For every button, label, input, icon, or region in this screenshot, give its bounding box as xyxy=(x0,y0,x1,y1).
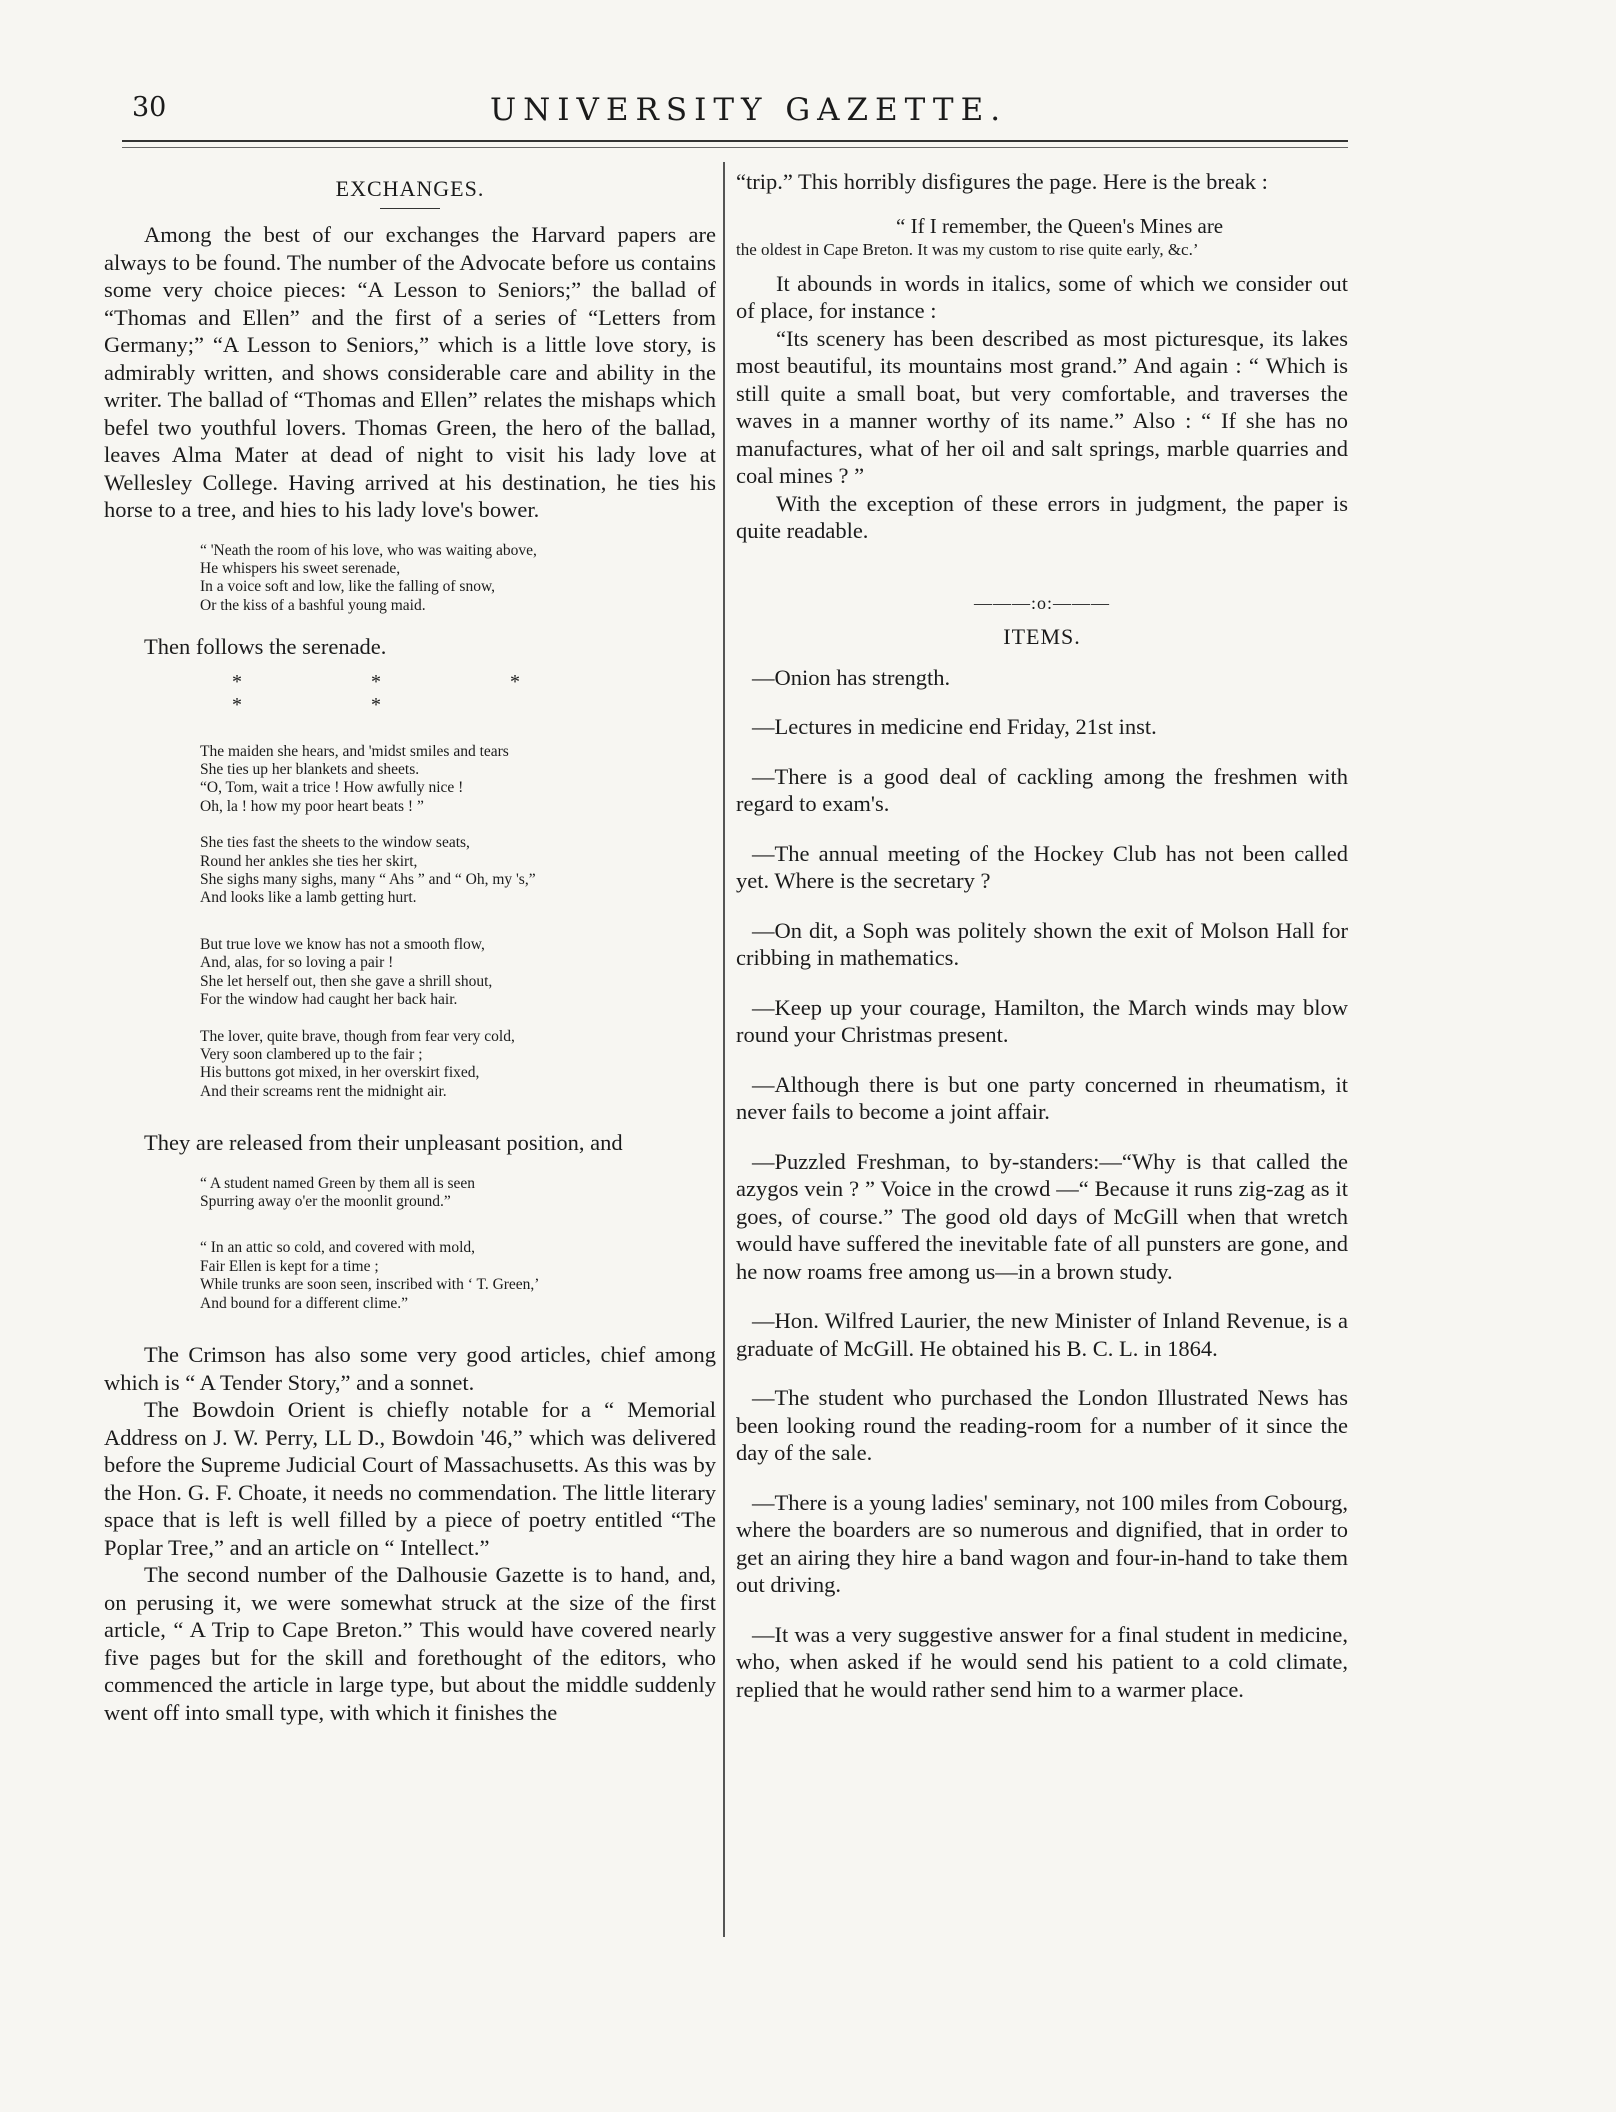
header-rule xyxy=(122,140,1348,142)
news-item: —Lectures in medicine end Friday, 21st inst. xyxy=(752,714,1157,739)
asterism: * * * * * xyxy=(232,670,582,716)
news-item: —Onion has strength. xyxy=(752,664,951,690)
news-item: —Puzzled Freshman, to by-standers:—“Why is that called the azygos vein ? ” Voice in the crowd —“ Because it runs zig-zag as it goes, of course.” The good old days of McGill when that wretch would have suffered the inevitable fate of all punsters are gone, and he now roams free among us—in a brown study. xyxy=(736,1148,1348,1284)
items-heading: ITEMS. xyxy=(1003,623,1081,649)
poem-stanza: She ties fast the sheets to the window seats, Round her ankles she ties her skirt, She sighs many sighs, many “ Ahs ” and “ Oh, my 's,” And looks like a lamb getting hurt. xyxy=(200,834,536,907)
masthead: UNIVERSITY GAZETTE. xyxy=(490,92,1008,128)
exchanges-paragraph: The Crimson has also some very good articles, chief among which is “ A Tender Story,” and a sonnet. xyxy=(104,1342,716,1395)
news-item: —The annual meeting of the Hockey Club has not been called yet. Where is the secretary ? xyxy=(736,840,1348,893)
news-item: —Keep up your courage, Hamilton, the March winds may blow round your Christmas present. xyxy=(736,994,1348,1047)
poem-verse: “ 'Neath the room of his love, who was waiting above, He whispers his sweet serenade, In a voice soft and low, like the falling of snow, Or the kiss of a bashful young maid. xyxy=(200,541,537,614)
poem-stanza: The maiden she hears, and 'midst smiles and tears She ties up her blankets and sheets. “O, Tom, wait a trice ! How awfully nice ! Oh, la ! how my poor heart beats ! ” xyxy=(200,742,509,815)
news-item: —There is a good deal of cackling among the freshmen with regard to exam's. xyxy=(736,763,1348,816)
poem-verse: “ In an attic so cold, and covered with mold, Fair Ellen is kept for a time ; While trunks are soon seen, inscribed with ‘ T. Green,’ And bound for a different clime.” xyxy=(200,1239,540,1312)
news-item: —Although there is but one party concerned in rheumatism, it never fails to become a joint affair. xyxy=(736,1071,1348,1124)
exchanges-paragraph: “Its scenery has been described as most picturesque, its lakes most beautiful, its mountains most grand.” And again : “ Which is still quite a small boat, but very comfortable, and traverses the waves in a manner worthy of its name.” Also : “ If she has no manufactures, what of her oil and salt springs, marble quarries and coal mines ? ” xyxy=(736,325,1348,488)
exchanges-paragraph: Then follows the serenade. xyxy=(144,634,387,660)
quoted-text-small: the oldest in Cape Breton. It was my custom to rise quite early, &c.’ xyxy=(736,239,1199,259)
left-column xyxy=(104,168,716,1726)
quoted-text-large: “ If I remember, the Queen's Mines are xyxy=(896,213,1224,238)
right-column xyxy=(736,168,1348,1725)
exchanges-paragraph: Among the best of our exchanges the Harvard papers are always to be found. The number of the Advocate before us contains some very choice pieces: “A Lesson to Seniors;” the ballad of “Thomas and Ellen” and the first of a series of “Letters from Germany;” “A Lesson to Seniors,” which is a little love story, is admirably written, and shows considerable care and ability in the writer. The ballad of “Thomas and Ellen” relates the mishaps which befel two youthful lovers. Thomas Green, the hero of the ballad, leaves Alma Mater at dead of night to visit his lady love at Wellesley College. Having arrived at his destination, he ties his horse to a tree, and hies to his lady love's bower. xyxy=(104,222,716,522)
heading-rule xyxy=(380,208,440,209)
news-item: —It was a very suggestive answer for a final student in medicine, who, when asked if he would send his patient to a cold climate, replied that he would rather send him to a warmer place. xyxy=(736,1621,1348,1702)
poem-stanza: But true love we know has not a smooth flow, And, alas, for so loving a pair ! She let herself out, then she gave a shrill shout, For the window had caught her back hair. xyxy=(200,935,493,1009)
exchanges-continuation: “trip.” This horribly disfigures the page. Here is the break : xyxy=(736,169,1268,194)
section-divider: ———:o:——— xyxy=(973,592,1110,613)
news-item: —On dit, a Soph was politely shown the exit of Molson Hall for cribbing in mathematics. xyxy=(736,917,1348,970)
poem-stanza: The lover, quite brave, though from fear very cold, Very soon clambered up to the fair ; His buttons got mixed, in her overskirt fixed, And their screams rent the midnight air. xyxy=(200,1027,515,1100)
items-list xyxy=(736,664,1348,1704)
news-item: —There is a young ladies' seminary, not 100 miles from Cobourg, where the boarders are so numerous and dignified, that in order to get an airing they hire a band wagon and four-in-hand to take them out driving. xyxy=(736,1489,1348,1597)
page-number: 30 xyxy=(132,92,167,123)
exchanges-paragraph: They are released from their unpleasant position, and xyxy=(144,1130,623,1156)
exchanges-paragraph: The Bowdoin Orient is chiefly notable for a “ Memorial Address on J. W. Perry, LL D., Bowdoin '46,” which was delivered before the Supreme Judicial Court of Massachusetts. As this was by the Hon. G. F. Choate, it needs no commendation. The little literary space that is left is well filled by a piece of poetry entitled “The Poplar Tree,” and an article on “ Intellect.” xyxy=(104,1397,716,1560)
exchanges-paragraph: It abounds in words in italics, some of which we consider out of place, for instance : xyxy=(736,270,1348,323)
exchanges-heading: EXCHANGES. xyxy=(335,176,485,201)
news-item: —Hon. Wilfred Laurier, the new Minister of Inland Revenue, is a graduate of McGill. He obtained his B. C. L. in 1864. xyxy=(736,1308,1348,1361)
column-divider xyxy=(723,162,725,1937)
news-item: —The student who purchased the London Illustrated News has been looking round the reading-room for a number of it since the day of the sale. xyxy=(736,1385,1348,1465)
exchanges-paragraph: The second number of the Dalhousie Gazette is to hand, and, on perusing it, we were somewhat struck at the size of the first article, “ A Trip to Cape Breton.” This would have covered nearly five pages but for the skill and forethought of the editors, who commenced the article in large type, but about the middle suddenly went off into small type, with which it finishes the xyxy=(104,1562,716,1725)
exchanges-paragraph: With the exception of these errors in judgment, the paper is quite readable. xyxy=(736,490,1348,543)
header-rule-thin xyxy=(122,147,1348,148)
poem-verse: “ A student named Green by them all is seen Spurring away o'er the moonlit ground.” xyxy=(200,1174,476,1211)
